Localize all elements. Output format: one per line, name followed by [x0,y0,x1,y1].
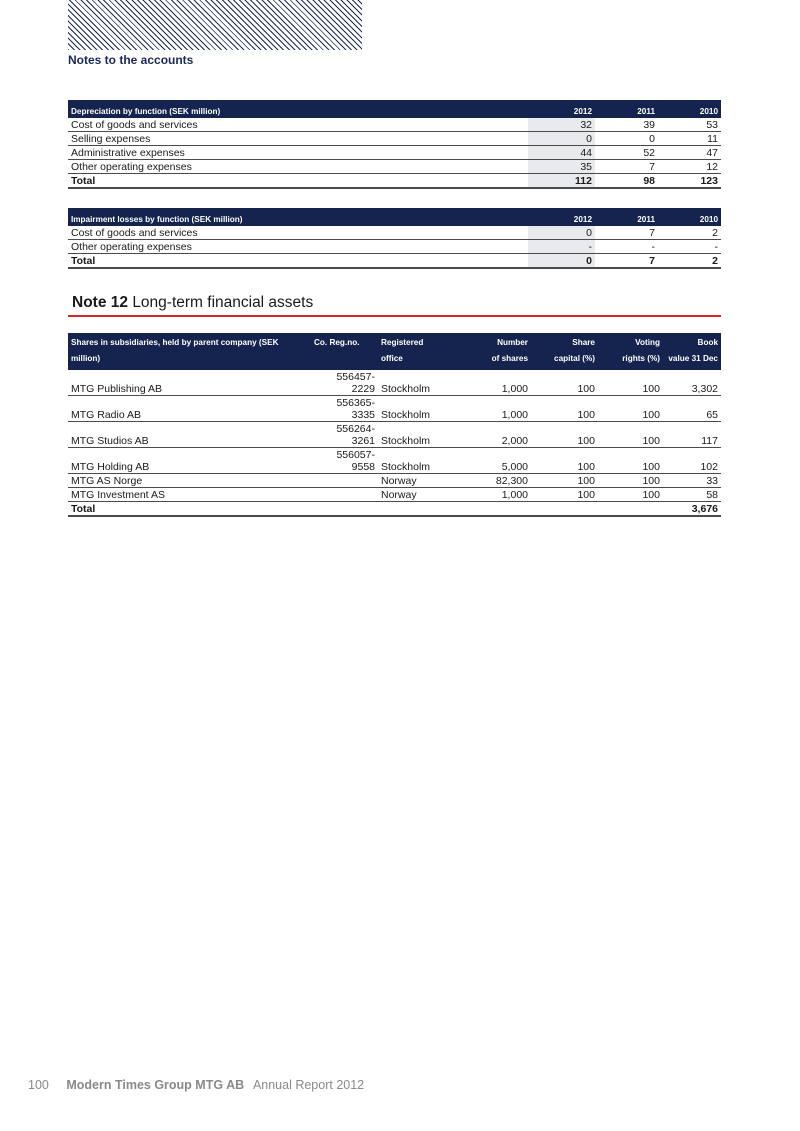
note-divider [68,315,721,317]
row-label: Total [68,174,528,189]
cell-2012: 35 [528,160,595,174]
table-total-row [68,254,721,269]
registered-office: Stockholm [378,448,458,474]
cell-2012: 0 [528,226,595,240]
number-of-shares: 5,000 [458,448,531,474]
company-name: MTG Radio AB [68,396,311,422]
voting-rights: 100 [598,422,663,448]
row-label: Other operating expenses [68,240,528,254]
table-row [68,160,721,174]
table-row [68,488,721,502]
cell-2010: - [658,240,721,254]
column-header: 2010 [658,208,721,226]
table-header-row [68,100,721,118]
note-number: Note 12 [72,294,128,311]
cell-2011: 52 [595,146,658,160]
share-capital: 100 [531,448,598,474]
cell-2010: 12 [658,160,721,174]
book-value: 102 [663,448,721,474]
column-header: Share capital (%) [531,333,598,370]
cell-2010: 11 [658,132,721,146]
number-of-shares: 2,000 [458,422,531,448]
empty-cell [598,502,663,517]
report-title: Annual Report 2012 [252,1078,365,1092]
row-label: Total [68,254,528,269]
cell-2010: 47 [658,146,721,160]
reg-number: 556057-9558 [311,448,378,474]
row-label: Selling expenses [68,132,528,146]
cell-2011: 7 [595,160,658,174]
table-row [68,396,721,422]
book-value: 33 [663,474,721,488]
cell-2010: 123 [658,174,721,189]
row-label: Cost of goods and services [68,118,528,132]
empty-cell [311,502,378,517]
cell-2011: 7 [595,254,658,269]
company-name: MTG Holding AB [68,448,311,474]
reg-number: 556457-2229 [311,370,378,396]
registered-office: Norway [378,474,458,488]
cell-2010: 2 [658,254,721,269]
number-of-shares: 1,000 [458,488,531,502]
book-value: 117 [663,422,721,448]
column-header: 2012 [528,100,595,118]
decorative-hatch-band [68,0,362,50]
column-header: Voting rights (%) [598,333,663,370]
book-value: 3,302 [663,370,721,396]
reg-number: 556264-3261 [311,422,378,448]
row-label: Total [68,502,311,517]
registered-office: Norway [378,488,458,502]
registered-office: Stockholm [378,370,458,396]
registered-office: Stockholm [378,396,458,422]
empty-cell [458,502,531,517]
cell-2011: 98 [595,174,658,189]
table-row [68,370,721,396]
subsidiaries-table [68,333,721,517]
company-name: MTG AS Norge [68,474,311,488]
row-label: Other operating expenses [68,160,528,174]
row-label: Cost of goods and services [68,226,528,240]
page-number: 100 [28,1078,49,1092]
depreciation-table [68,100,721,189]
cell-2012: 112 [528,174,595,189]
cell-2010: 53 [658,118,721,132]
column-header: Impairment losses by function (SEK million) [68,208,528,226]
voting-rights: 100 [598,370,663,396]
table-row [68,422,721,448]
table-header-row [68,333,721,370]
book-value: 58 [663,488,721,502]
note-title: Long-term financial assets [132,294,314,311]
number-of-shares: 1,000 [458,396,531,422]
page-footer [28,1078,364,1092]
column-header: Shares in subsidiaries, held by parent company (SEK million) [68,333,311,370]
column-header: Registered office [378,333,458,370]
column-header: 2010 [658,100,721,118]
reg-number [311,488,378,502]
note-heading [72,294,313,312]
voting-rights: 100 [598,474,663,488]
reg-number: 556365-3335 [311,396,378,422]
number-of-shares: 1,000 [458,370,531,396]
table-header-row [68,208,721,226]
column-header: 2011 [595,208,658,226]
impairment-table [68,208,721,269]
column-header: Number of shares [458,333,531,370]
column-header: Book value 31 Dec [663,333,721,370]
cell-2012: - [528,240,595,254]
voting-rights: 100 [598,448,663,474]
cell-2012: 32 [528,118,595,132]
cell-2011: 0 [595,132,658,146]
section-label: Notes to the accounts [68,53,194,67]
voting-rights: 100 [598,396,663,422]
share-capital: 100 [531,370,598,396]
reg-number [311,474,378,488]
cell-2012: 0 [528,254,595,269]
table-row [68,474,721,488]
table-row [68,448,721,474]
company-name: MTG Publishing AB [68,370,311,396]
empty-cell [531,502,598,517]
share-capital: 100 [531,488,598,502]
table-total-row [68,174,721,189]
company-name: MTG Studios AB [68,422,311,448]
column-header: Co. Reg.no. [311,333,378,370]
voting-rights: 100 [598,488,663,502]
share-capital: 100 [531,396,598,422]
company-name: Modern Times Group MTG AB [66,1078,245,1092]
column-header: 2012 [528,208,595,226]
table-row [68,132,721,146]
cell-2011: - [595,240,658,254]
cell-2011: 7 [595,226,658,240]
row-label: Administrative expenses [68,146,528,160]
column-header: 2011 [595,100,658,118]
cell-2010: 2 [658,226,721,240]
column-header: Depreciation by function (SEK million) [68,100,528,118]
share-capital: 100 [531,474,598,488]
cell-2012: 0 [528,132,595,146]
cell-2012: 44 [528,146,595,160]
table-row [68,226,721,240]
share-capital: 100 [531,422,598,448]
table-row [68,118,721,132]
table-row [68,240,721,254]
book-value-total: 3,676 [663,502,721,517]
table-row [68,146,721,160]
table-total-row [68,502,721,517]
empty-cell [378,502,458,517]
number-of-shares: 82,300 [458,474,531,488]
cell-2011: 39 [595,118,658,132]
book-value: 65 [663,396,721,422]
registered-office: Stockholm [378,422,458,448]
company-name: MTG Investment AS [68,488,311,502]
